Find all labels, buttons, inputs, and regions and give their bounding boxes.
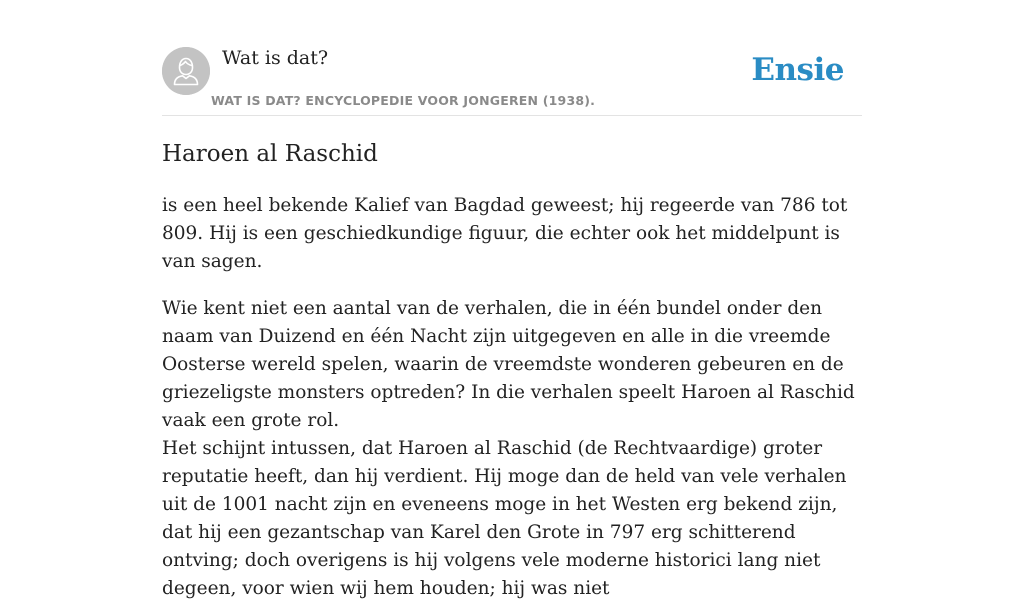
source-title[interactable]: Wat is dat? [222, 47, 329, 69]
source-avatar[interactable] [162, 47, 210, 95]
body-paragraph: is een heel bekende Kalief van Bagdad geweest; hij regeerde van 786 tot 809. Hij is een geschiedkundige figuur, die echter ook het middelpunt is van sagen. [162, 195, 848, 272]
entry-body [162, 192, 862, 603]
body-paragraph-text: Het schijnt intussen, dat Haroen al Raschid (de Rechtvaardige) groter reputatie heeft, dan hij verdient. Hij moge dan de held van vele verhalen uit de 1001 nacht zijn en eveneens moge in het Westen erg bekend zijn, dat hij een gezantschap van Karel den Grote in 797 erg schitterend ontving; doch overigens is hij volgens vele moderne historici lang niet degeen, voor wien wij hem houden; hij was niet [162, 438, 847, 599]
ensie-logo[interactable]: Ensie [751, 52, 844, 88]
article-container [162, 0, 862, 599]
source-header [162, 0, 862, 116]
body-paragraph [162, 295, 862, 603]
user-silhouette-icon [162, 47, 210, 95]
entry-title: Haroen al Raschid [162, 141, 378, 167]
source-subtitle[interactable]: WAT IS DAT? ENCYCLOPEDIE VOOR JONGEREN (1938). [211, 93, 596, 108]
body-paragraph-text: Wie kent niet een aantal van de verhalen, die in één bundel onder den naam van Duizend en één Nacht zijn uitgegeven en alle in die vreemde Oosterse wereld spelen, waarin de vreemdste wonderen gebeuren en de griezeligste monsters optreden? In die verhalen speelt Haroen al Raschid vaak een grote rol. [162, 298, 855, 431]
